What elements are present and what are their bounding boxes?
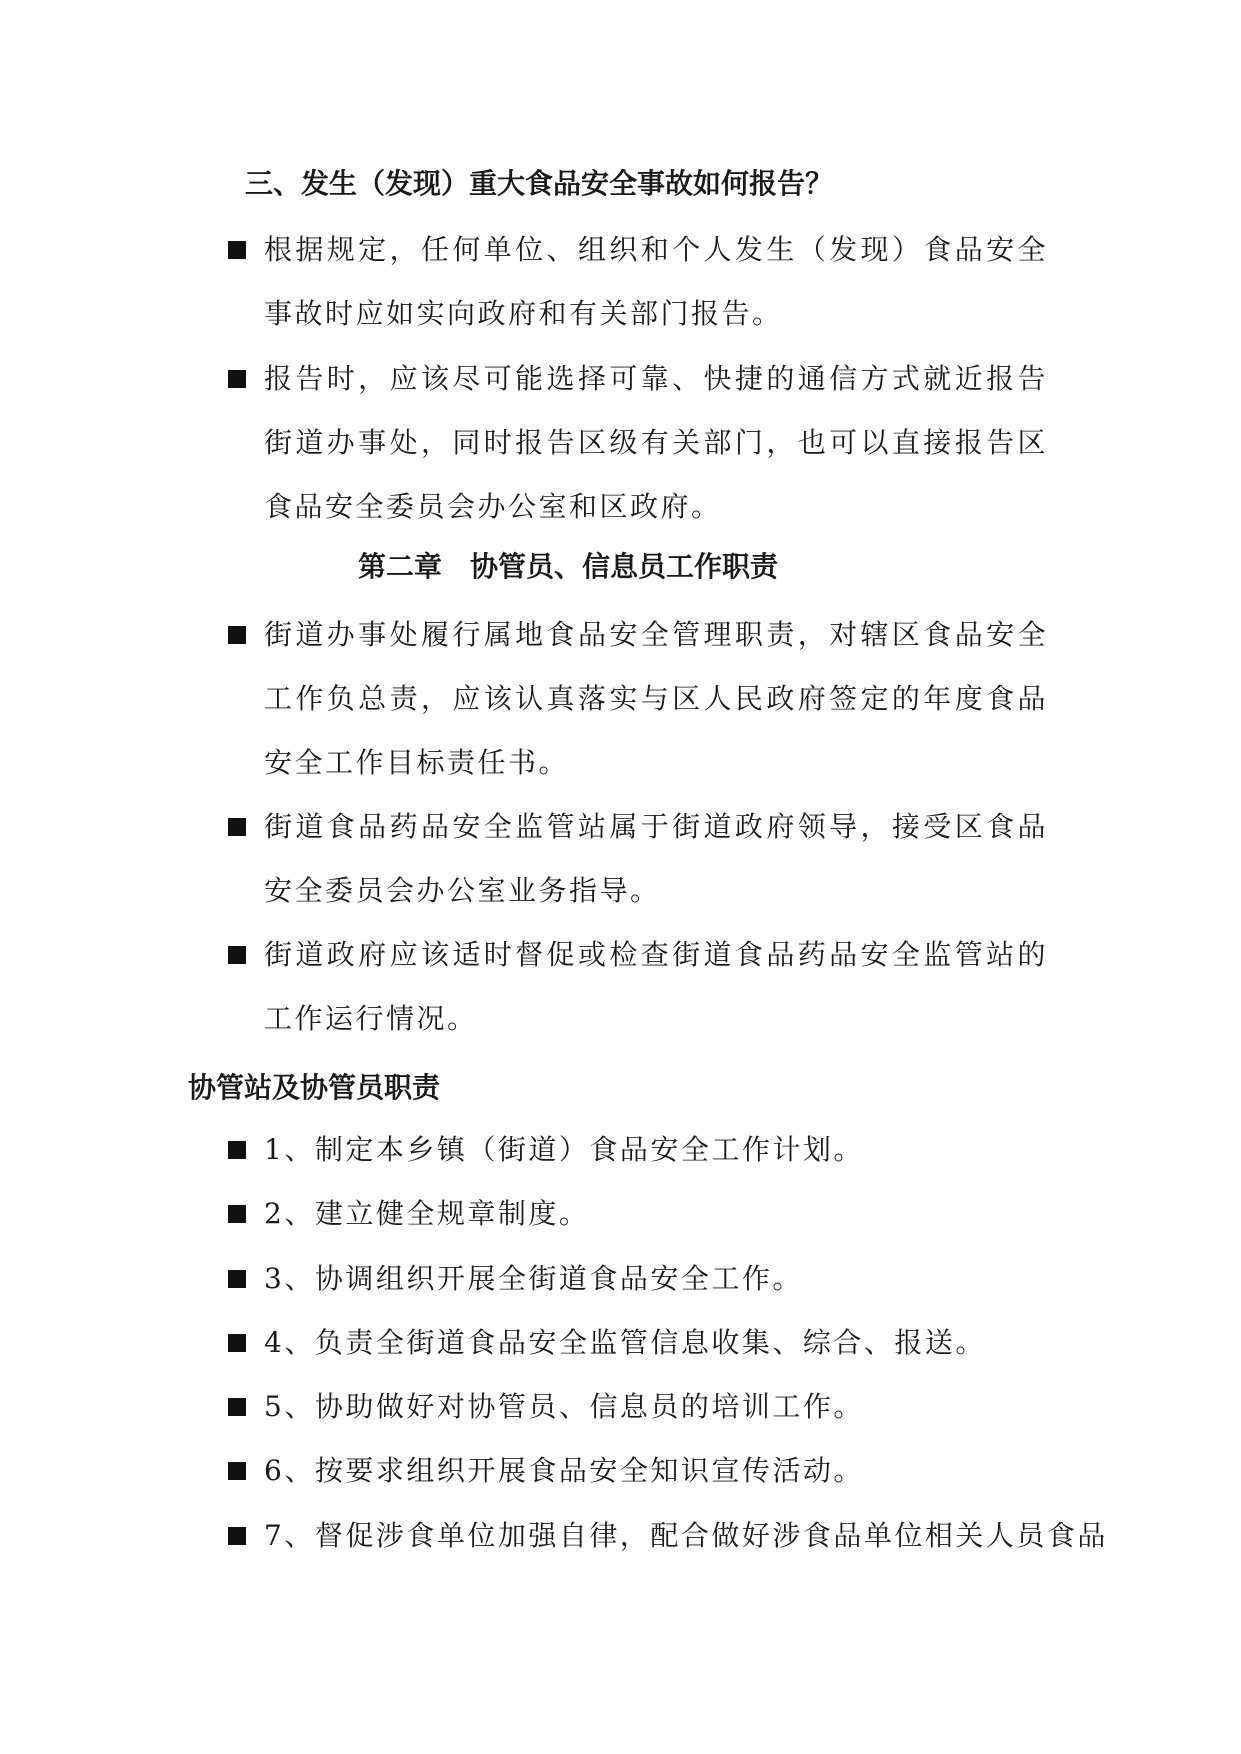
duty-item: 2、建立健全规章制度。 (264, 1197, 590, 1230)
duty-item: 5、协助做好对协管员、信息员的培训工作。 (264, 1390, 864, 1423)
bullet-square-icon (228, 1462, 246, 1480)
bullet-square-icon (228, 1270, 246, 1288)
bullet-square-icon (228, 241, 246, 259)
duty-item: 3、协调组织开展全街道食品安全工作。 (264, 1262, 803, 1295)
section-heading: 三、发生（发现）重大食品安全事故如何报告？ (245, 167, 834, 200)
bullet-paragraph: 街道政府应该适时督促或检查街道食品药品安全监管站的工作运行情况。 (264, 938, 1048, 1035)
duty-item: 4、负责全街道食品安全监管信息收集、综合、报送。 (264, 1326, 986, 1359)
duty-item: 1、制定本乡镇（街道）食品安全工作计划。 (264, 1133, 864, 1166)
bullet-square-icon (228, 1334, 246, 1352)
bullet-square-icon (228, 1141, 246, 1159)
bullet-paragraph: 街道食品药品安全监管站属于街道政府领导，接受区食品安全委员会办公室业务指导。 (264, 810, 1048, 907)
duties-heading: 协管站及协管员职责 (188, 1071, 441, 1104)
bullet-square-icon (228, 1205, 246, 1223)
bullet-square-icon (228, 1527, 246, 1545)
bullet-square-icon (228, 1398, 246, 1416)
bullet-square-icon (228, 946, 246, 964)
duty-item: 7、督促涉食单位加强自律，配合做好涉食品单位相关人员食品 (264, 1519, 1108, 1552)
bullet-paragraph: 报告时，应该尽可能选择可靠、快捷的通信方式就近报告街道办事处，同时报告区级有关部门，也可以直接报告区食品安全委员会办公室和区政府。 (264, 362, 1048, 523)
duty-item: 6、按要求组织开展食品安全知识宣传活动。 (264, 1454, 864, 1487)
bullet-paragraph: 街道办事处履行属地食品安全管理职责，对辖区食品安全工作负总责，应该认真落实与区人民政府签定的年度食品安全工作目标责任书。 (264, 618, 1048, 779)
bullet-square-icon (228, 370, 246, 388)
bullet-square-icon (228, 626, 246, 644)
chapter-heading: 第二章 协管员、信息员工作职责 (358, 550, 779, 583)
bullet-square-icon (228, 818, 246, 836)
bullet-paragraph: 根据规定，任何单位、组织和个人发生（发现）食品安全事故时应如实向政府和有关部门报告。 (264, 233, 1048, 330)
